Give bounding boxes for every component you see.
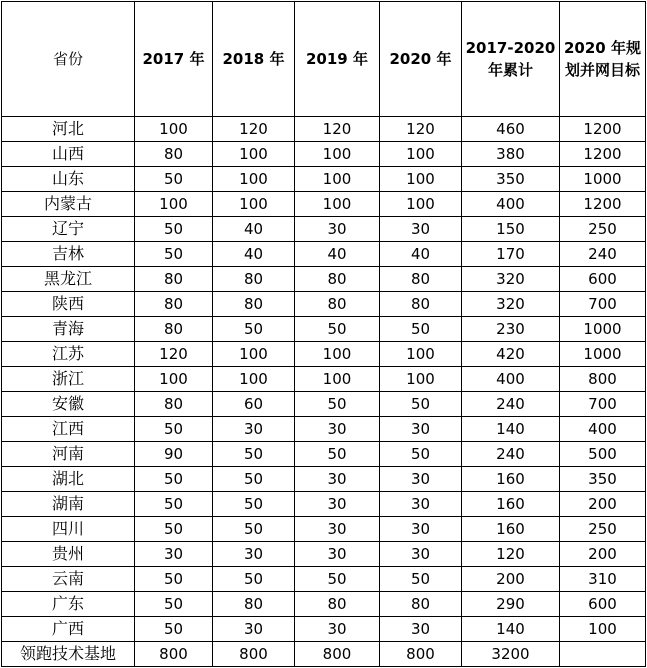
value-cell: 50: [380, 442, 462, 467]
value-cell: 30: [135, 542, 213, 567]
value-cell: 100: [295, 367, 380, 392]
value-cell: 100: [213, 167, 295, 192]
value-cell: 120: [462, 542, 560, 567]
value-cell: 30: [380, 617, 462, 642]
value-cell: 240: [462, 442, 560, 467]
province-cell: 内蒙古: [2, 192, 135, 217]
value-cell: 50: [213, 467, 295, 492]
table-row: [2, 517, 646, 542]
value-cell: 200: [560, 492, 646, 517]
table-row: [2, 542, 646, 567]
value-cell: 420: [462, 342, 560, 367]
value-cell: 800: [380, 642, 462, 667]
value-cell: 350: [560, 467, 646, 492]
value-cell: 80: [135, 142, 213, 167]
value-cell: 100: [213, 142, 295, 167]
value-cell: 50: [135, 592, 213, 617]
value-cell: 30: [380, 467, 462, 492]
value-cell: 100: [560, 617, 646, 642]
table-row: [2, 192, 646, 217]
value-cell: 50: [135, 417, 213, 442]
province-cell: 青海: [2, 317, 135, 342]
province-cell: 云南: [2, 567, 135, 592]
value-cell: 140: [462, 617, 560, 642]
value-cell: 120: [135, 342, 213, 367]
table-row: [2, 242, 646, 267]
value-cell: 1000: [560, 167, 646, 192]
value-cell: 80: [295, 592, 380, 617]
value-cell: 1200: [560, 117, 646, 142]
table-row: [2, 567, 646, 592]
province-cell: 安徽: [2, 392, 135, 417]
header-province: 省份: [2, 2, 135, 117]
value-cell: 240: [462, 392, 560, 417]
value-cell: 50: [213, 442, 295, 467]
value-cell: 30: [295, 467, 380, 492]
value-cell: 80: [380, 592, 462, 617]
value-cell: 50: [213, 317, 295, 342]
value-cell: 80: [135, 392, 213, 417]
value-cell: 100: [135, 367, 213, 392]
table-body: [2, 117, 646, 667]
header-2017: 2017 年: [135, 2, 213, 117]
value-cell: 50: [380, 392, 462, 417]
table-row: [2, 317, 646, 342]
value-cell: 50: [135, 467, 213, 492]
value-cell: 160: [462, 517, 560, 542]
value-cell: 290: [462, 592, 560, 617]
value-cell: 30: [213, 417, 295, 442]
value-cell: 350: [462, 167, 560, 192]
value-cell: 100: [380, 367, 462, 392]
value-cell: 240: [560, 242, 646, 267]
value-cell: 50: [135, 617, 213, 642]
province-cell: 吉林: [2, 242, 135, 267]
value-cell: 700: [560, 392, 646, 417]
table-row: [2, 267, 646, 292]
value-cell: 30: [213, 542, 295, 567]
province-cell: 辽宁: [2, 217, 135, 242]
value-cell: 30: [295, 617, 380, 642]
value-cell: 30: [295, 417, 380, 442]
value-cell: 700: [560, 292, 646, 317]
header-target: 2020 年规划并网目标: [560, 2, 646, 117]
value-cell: 30: [380, 517, 462, 542]
value-cell: 30: [295, 517, 380, 542]
value-cell: 100: [213, 342, 295, 367]
value-cell: 100: [295, 142, 380, 167]
value-cell: 120: [213, 117, 295, 142]
value-cell: 140: [462, 417, 560, 442]
table-row: [2, 492, 646, 517]
value-cell: 100: [295, 167, 380, 192]
table-row: [2, 467, 646, 492]
value-cell: 30: [380, 217, 462, 242]
value-cell: 160: [462, 492, 560, 517]
value-cell: 320: [462, 292, 560, 317]
value-cell: 100: [135, 192, 213, 217]
value-cell: 160: [462, 467, 560, 492]
value-cell: 30: [295, 542, 380, 567]
province-cell: 黑龙江: [2, 267, 135, 292]
value-cell: 1000: [560, 342, 646, 367]
province-cell: 浙江: [2, 367, 135, 392]
province-cell: 广东: [2, 592, 135, 617]
province-cell: 江西: [2, 417, 135, 442]
value-cell: 120: [380, 117, 462, 142]
table-row: [2, 367, 646, 392]
value-cell: 200: [560, 542, 646, 567]
value-cell: 50: [295, 392, 380, 417]
value-cell: 400: [462, 192, 560, 217]
value-cell: 30: [295, 492, 380, 517]
value-cell: 50: [295, 317, 380, 342]
header-2020: 2020 年: [380, 2, 462, 117]
table-row: [2, 342, 646, 367]
value-cell: 1000: [560, 317, 646, 342]
province-cell: 河北: [2, 117, 135, 142]
value-cell: 80: [295, 267, 380, 292]
province-cell: 四川: [2, 517, 135, 542]
table-row: [2, 292, 646, 317]
province-cell: 湖北: [2, 467, 135, 492]
value-cell: [560, 642, 646, 667]
value-cell: 100: [213, 367, 295, 392]
value-cell: 460: [462, 117, 560, 142]
value-cell: 50: [213, 567, 295, 592]
value-cell: 30: [295, 217, 380, 242]
value-cell: 90: [135, 442, 213, 467]
value-cell: 80: [213, 267, 295, 292]
table-row: [2, 417, 646, 442]
table-row: [2, 117, 646, 142]
value-cell: 100: [380, 142, 462, 167]
value-cell: 30: [380, 492, 462, 517]
value-cell: 380: [462, 142, 560, 167]
value-cell: 170: [462, 242, 560, 267]
value-cell: 100: [380, 192, 462, 217]
value-cell: 50: [135, 567, 213, 592]
value-cell: 800: [213, 642, 295, 667]
value-cell: 230: [462, 317, 560, 342]
table-row: [2, 592, 646, 617]
value-cell: 80: [295, 292, 380, 317]
value-cell: 80: [213, 592, 295, 617]
value-cell: 1200: [560, 192, 646, 217]
table-row: [2, 442, 646, 467]
value-cell: 250: [560, 217, 646, 242]
value-cell: 600: [560, 592, 646, 617]
value-cell: 100: [213, 192, 295, 217]
value-cell: 60: [213, 392, 295, 417]
province-cell: 湖南: [2, 492, 135, 517]
table-row: [2, 167, 646, 192]
value-cell: 50: [295, 442, 380, 467]
province-cell: 陕西: [2, 292, 135, 317]
value-cell: 30: [380, 417, 462, 442]
province-cell: 贵州: [2, 542, 135, 567]
value-cell: 50: [135, 517, 213, 542]
value-cell: 120: [295, 117, 380, 142]
header-2019: 2019 年: [295, 2, 380, 117]
value-cell: 50: [295, 567, 380, 592]
value-cell: 40: [295, 242, 380, 267]
table-row: [2, 642, 646, 667]
value-cell: 1200: [560, 142, 646, 167]
value-cell: 40: [213, 217, 295, 242]
value-cell: 800: [560, 367, 646, 392]
province-cell: 江苏: [2, 342, 135, 367]
value-cell: 80: [380, 292, 462, 317]
value-cell: 30: [380, 542, 462, 567]
value-cell: 80: [135, 292, 213, 317]
value-cell: 50: [380, 567, 462, 592]
value-cell: 80: [135, 317, 213, 342]
value-cell: 310: [560, 567, 646, 592]
province-cell: 领跑技术基地: [2, 642, 135, 667]
province-cell: 山东: [2, 167, 135, 192]
value-cell: 50: [135, 242, 213, 267]
value-cell: 800: [135, 642, 213, 667]
value-cell: 30: [213, 617, 295, 642]
value-cell: 800: [295, 642, 380, 667]
value-cell: 200: [462, 567, 560, 592]
value-cell: 50: [135, 167, 213, 192]
value-cell: 100: [380, 167, 462, 192]
value-cell: 80: [380, 267, 462, 292]
header-2018: 2018 年: [213, 2, 295, 117]
table-row: [2, 392, 646, 417]
value-cell: 50: [135, 217, 213, 242]
value-cell: 100: [295, 342, 380, 367]
value-cell: 80: [213, 292, 295, 317]
value-cell: 80: [135, 267, 213, 292]
table-row: [2, 217, 646, 242]
table-row: [2, 617, 646, 642]
value-cell: 100: [295, 192, 380, 217]
value-cell: 320: [462, 267, 560, 292]
value-cell: 50: [213, 517, 295, 542]
value-cell: 100: [380, 342, 462, 367]
province-cell: 河南: [2, 442, 135, 467]
header-row: [2, 2, 646, 117]
value-cell: 40: [380, 242, 462, 267]
value-cell: 600: [560, 267, 646, 292]
value-cell: 3200: [462, 642, 560, 667]
province-cell: 广西: [2, 617, 135, 642]
value-cell: 500: [560, 442, 646, 467]
value-cell: 400: [462, 367, 560, 392]
value-cell: 400: [560, 417, 646, 442]
value-cell: 50: [380, 317, 462, 342]
value-cell: 250: [560, 517, 646, 542]
value-cell: 40: [213, 242, 295, 267]
value-cell: 50: [135, 492, 213, 517]
solar-capacity-table: [1, 1, 646, 667]
province-cell: 山西: [2, 142, 135, 167]
value-cell: 150: [462, 217, 560, 242]
value-cell: 50: [213, 492, 295, 517]
table-row: [2, 142, 646, 167]
header-cumulative: 2017-2020 年累计: [462, 2, 560, 117]
value-cell: 100: [135, 117, 213, 142]
